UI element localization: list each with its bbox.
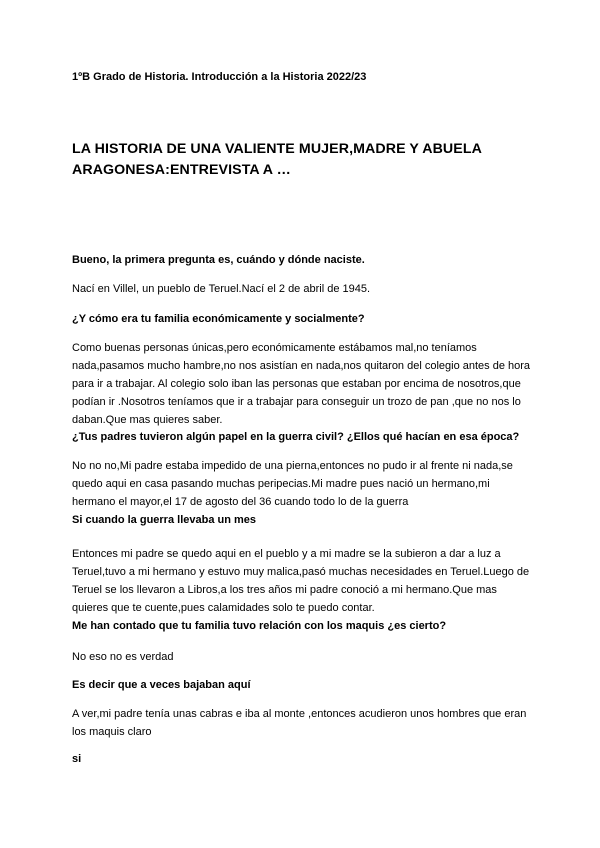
document-title: LA HISTORIA DE UNA VALIENTE MUJER,MADRE Y ABUELA ARAGONESA:ENTREVISTA A …	[72, 141, 482, 178]
question-5: Me han contado que tu familia tuvo relación con los maquis ¿es cierto?	[72, 620, 447, 632]
answer-3: No no no,Mi padre estaba impedido de una pierna,entonces no pudo ir al frente ni nada,se quedo aqui en casa pasando muchas peripecias.Mi madre pues nació un hermano,mi hermano el mayor,el 17 de agosto del 36 cuando todo lo de la guerra	[72, 460, 513, 508]
answer-6: A ver,mi padre tenía unas cabras e iba al monte ,entonces acudieron unos hombres que eran los maquis claro	[72, 708, 527, 738]
answer-5: No eso no es verdad	[72, 651, 174, 663]
question-4: Si cuando la guerra llevaba un mes	[72, 514, 257, 526]
question-3: ¿Tus padres tuvieron algún papel en la guerra civil? ¿Ellos qué hacían en esa época?	[72, 431, 520, 443]
question-1: Bueno, la primera pregunta es, cuándo y dónde naciste.	[72, 254, 365, 266]
question-2: ¿Y cómo era tu familia económicamente y socialmente?	[72, 313, 365, 325]
answer-1: Nací en Villel, un pueblo de Teruel.Nací el 2 de abril de 1945.	[72, 283, 371, 295]
course-header: 1ºB Grado de Historia. Introducción a la Historia 2022/23	[72, 71, 367, 83]
question-6: Es decir que a veces bajaban aquí	[72, 679, 251, 691]
question-7: si	[72, 753, 82, 765]
answer-2: Como buenas personas únicas,pero económicamente estábamos mal,no teníamos nada,pasamos mucho hambre,no nos asistían en nada,nos quitaron del colegio antes de hora para ir a trabajar. Al colegio solo iban las personas que estaban por encima de nosotros,que podían ir .Nosotros teníamos que ir a trabajar para conseguir un trozo de pan ,que no nos lo daban.Que mas quieres saber.	[72, 342, 531, 426]
answer-4: Entonces mi padre se quedo aqui en el pueblo y a mi madre se la subieron a dar a luz a Teruel,tuvo a mi hermano y estuvo muy malica,pasó muchas necesidades en Teruel.Luego de Teruel se los llevaron a Libros,a los tres años mi padre conoció a mi hermano.Que mas quieres que te cuente,pues calamidades solo te puedo contar.	[72, 548, 530, 614]
